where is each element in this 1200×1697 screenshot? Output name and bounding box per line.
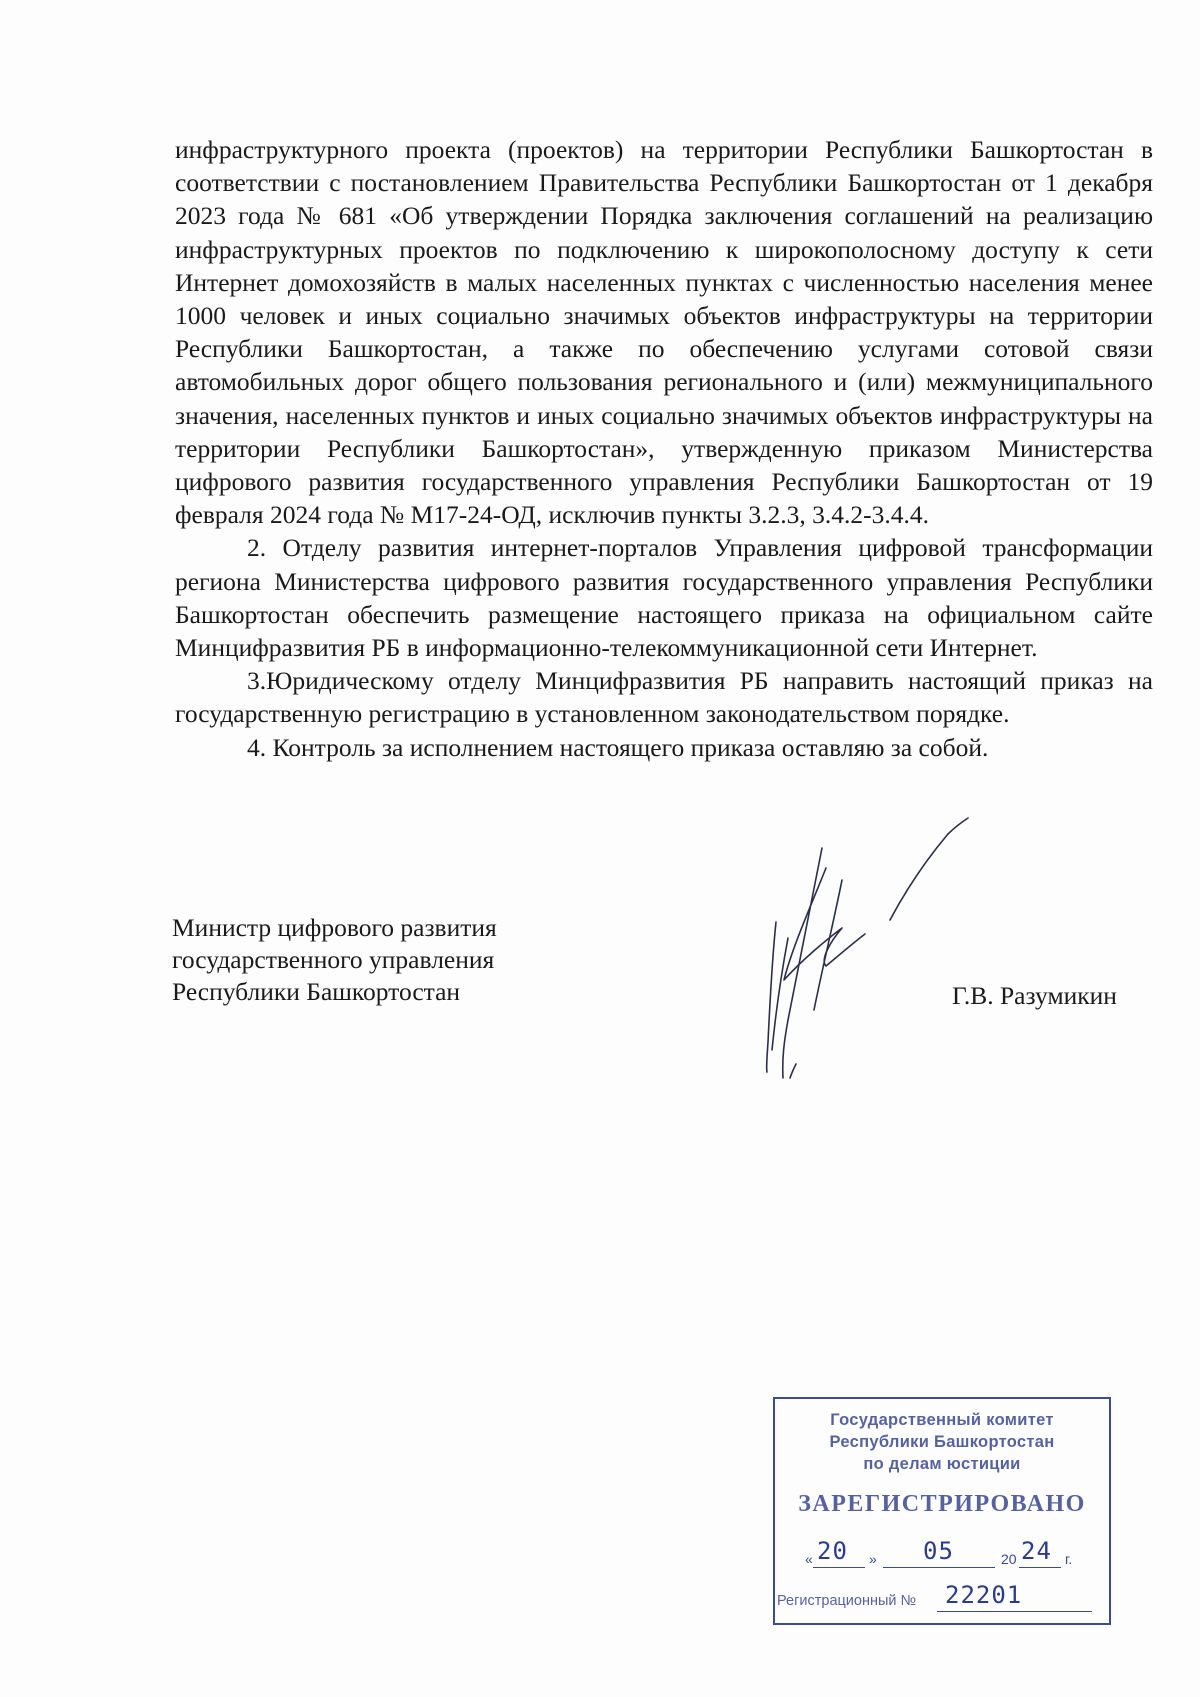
stamp-date-day: 20: [817, 1537, 848, 1565]
stamp-registration: [777, 1581, 1097, 1615]
stamp-date-month: 05: [923, 1537, 954, 1565]
stamp-date-close-quote: »: [869, 1551, 877, 1567]
order-body: [175, 133, 1153, 764]
stamp-date: [805, 1537, 1095, 1571]
paragraph-item-4: 4. Контроль за исполнением настоящего приказа оставляю за собой.: [247, 732, 989, 762]
stamp-date-year-unit: г.: [1065, 1551, 1073, 1567]
signer-position-line-1: Министр цифрового развития: [172, 913, 497, 942]
registration-stamp: [773, 1397, 1111, 1625]
stamp-org-line-2: Республики Башкортостан: [829, 1433, 1055, 1451]
stamp-org-line-3: по делам юстиции: [863, 1455, 1021, 1473]
stamp-org-line-1: Государственный комитет: [830, 1411, 1054, 1429]
stamp-organization: [775, 1409, 1109, 1475]
stamp-date-year-prefix: 20: [1001, 1551, 1017, 1567]
stamp-date-open-quote: «: [805, 1551, 813, 1567]
handwritten-signature-icon: [730, 810, 1030, 1090]
signer-position-line-2: государственного управления: [172, 945, 495, 974]
signer-position: [172, 912, 497, 1008]
paragraph-1-continuation: инфраструктурного проекта (проектов) на территории Республики Башкортостан в соответствии с постановлением Правительства Республики Башкортостан от 1 декабря 2023 года № 681 «Об утверждении Порядка заключения соглашений на реализацию инфраструктурных проектов по подключению к широкополосному доступу к сети Интернет домохозяйств в малых населенных пунктах с численностью населения менее 1000 человек и иных социально значимых объектов инфраструктуры на территории Республики Башкортостан, а также по обеспечению услугами сотовой связи автомобильных дорог общего пользования регионального и (или) межмуниципального значения, населенных пунктов и иных социально значимых объектов инфраструктуры на территории Республики Башкортостан», утвержденную приказом Министерства цифрового развития государственного управления Республики Башкортостан от 19 февраля 2024 года № М17-24-ОД, исключив пункты 3.2.3, 3.4.2-3.4.4.: [175, 135, 1153, 530]
signer-name: Г.В. Разумикин: [952, 981, 1117, 1010]
stamp-reg-label: Регистрационный №: [777, 1593, 917, 1609]
stamp-status: ЗАРЕГИСТРИРОВАНО: [798, 1491, 1086, 1517]
paragraph-item-2: 2. Отделу развития интернет-порталов Управления цифровой трансформации региона Министерства цифрового развития государственного управления Республики Башкортостан обеспечить размещение настоящего приказа на официальном сайте Минцифразвития РБ в информационно-телекоммуникационной сети Интернет.: [175, 533, 1153, 663]
signer-position-line-3: Республики Башкортостан: [172, 977, 461, 1006]
stamp-reg-number: 22201: [945, 1581, 1023, 1609]
stamp-date-year-suffix: 24: [1021, 1537, 1052, 1565]
paragraph-item-3: 3.Юридическому отделу Минцифразвития РБ направить настоящий приказ на государственную регистрацию в установленном законодательством порядке.: [175, 666, 1153, 729]
